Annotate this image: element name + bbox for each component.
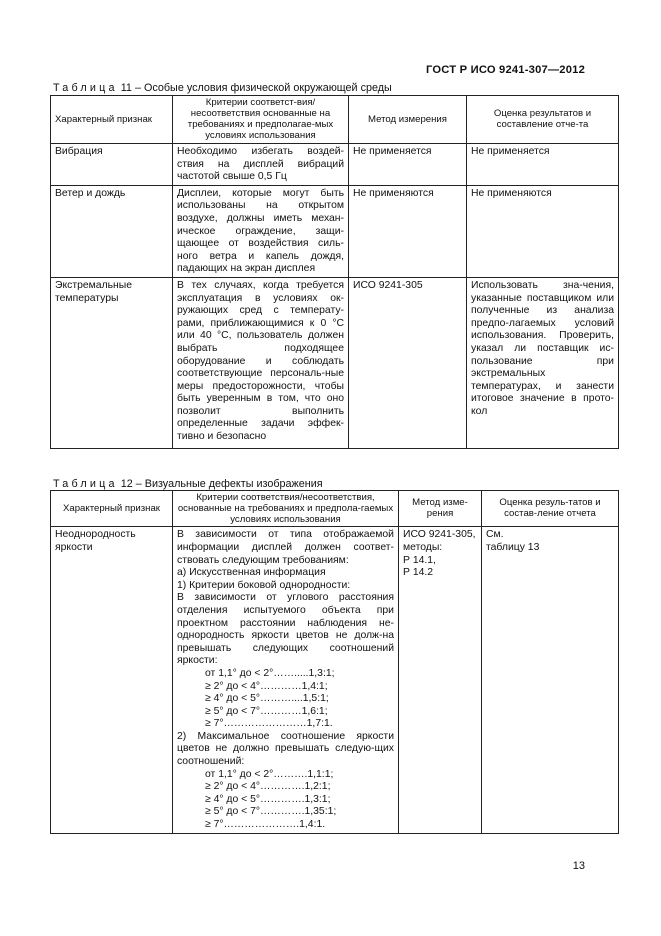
assessment-line: См.: [486, 529, 504, 541]
ratio-line: ≥ 4° до < 5°………....1,5:1;: [205, 693, 329, 705]
ratio-line: ≥ 2° до < 4°………….1,2:1;: [205, 781, 331, 793]
cell-method: ИСО 9241-305: [349, 277, 467, 448]
table-header-row: [51, 491, 619, 527]
header-feature: Характерный признак: [51, 491, 173, 527]
method-line: Р 14.2: [403, 567, 434, 579]
ratio-line: ≥ 5° до < 7°…………1,6:1;: [205, 705, 328, 717]
header-assessment: Оценка резуль-татов и состав-ление отчета: [482, 491, 619, 527]
criteria-intro: В зависимости от типа отображаемой информации дисплей должен соответ-ствовать следующим требованиям:: [177, 529, 394, 566]
cell-criteria: Необходимо избегать воздей-ствия на дисплей вибраций частотой свыше 0,5 Гц: [173, 144, 349, 186]
ratio-line: ≥ 2° до < 4°…………1,4:1;: [205, 680, 328, 692]
header-feature: Характерный признак: [51, 96, 173, 144]
ratio-line: ≥ 4° до < 5°………….1,3:1;: [205, 793, 331, 805]
header-criteria: Критерии соответствия/несоответствия, основанные на требованиях и предпола-гаемых условиях использования: [173, 491, 399, 527]
table-row: [51, 277, 619, 448]
header-method: Метод изме-рения: [399, 491, 482, 527]
header-criteria: Критерии соответст-вия/несоответствия основанные на требованиях и предполагае-мых условиях использования: [173, 96, 349, 144]
cell-feature: Вибрация: [51, 144, 173, 186]
method-line: методы:: [403, 541, 443, 553]
criteria-item-1-text: В зависимости от углового расстояния отделения испытуемого объекта при проектном расстоянии наблюдения не-однородность яркости цветов не долж-на превышать следующих соотношений яркости:: [177, 592, 394, 667]
table-11-caption-word: Таблица: [53, 82, 118, 94]
method-line: Р 14.1,: [403, 554, 436, 566]
cell-feature: Ветер и дождь: [51, 185, 173, 277]
criteria-item-2-text: 2) Максимальное соотношение яркости цветов не должно превышать следую-щих соотношений:: [177, 730, 394, 768]
cell-assessment: Не применяются: [467, 185, 619, 277]
cell-assessment: Использовать зна-чения, указанные поставщиком или полученные из анализа предпо-лагаемых условий использования. Проверить, указал ли поставщик ис-пользование при экстремальных температурах, и занести итоговое значение в прото-кол: [467, 277, 619, 448]
table-12-caption: [53, 478, 323, 491]
cell-criteria: Дисплеи, которые могут быть использованы на открытом воздухе, должны иметь механ-ическое ограждение, защи-щающее от воздействия силь-ного ветра и капель дождя, падающих на экран дисплея: [173, 185, 349, 277]
ratio-line: ≥ 5° до < 7°………….1,35:1;: [205, 806, 337, 818]
table-row: [51, 527, 619, 833]
ratio-line: ≥ 7°………………….1,4:1.: [205, 819, 326, 831]
header-method: Метод измерения: [349, 96, 467, 144]
assessment-line: таблицу 13: [486, 541, 540, 553]
table-11: [50, 95, 619, 449]
table-12-caption-text: 12 – Визуальные дефекты изображения: [117, 478, 323, 490]
cell-assessment: [482, 527, 619, 833]
table-row: [51, 144, 619, 186]
cell-feature: Экстремальные температуры: [51, 277, 173, 448]
table-11-caption: [53, 82, 392, 95]
cell-assessment: Не применяется: [467, 144, 619, 186]
cell-method: [399, 527, 482, 833]
cell-feature: Неоднородность яркости: [51, 527, 173, 833]
cell-method: Не применяется: [349, 144, 467, 186]
table-header-row: [51, 96, 619, 144]
table-11-caption-text: 11 – Особые условия физической окружающей среды: [117, 82, 392, 94]
ratio-line: ≥ 7°……………………1,7:1.: [205, 718, 333, 730]
method-line: ИСО 9241-305,: [403, 529, 476, 541]
page-number: 13: [572, 860, 585, 872]
table-12: [50, 490, 619, 834]
table-12-caption-word: Таблица: [53, 478, 118, 490]
ratio-line: от 1,1° до < 2°…….....1,3:1;: [205, 667, 335, 679]
criteria-item-a: а) Искусственная информация: [177, 567, 326, 579]
criteria-item-1: 1) Критерии боковой однородности:: [177, 579, 351, 591]
ratio-line: от 1,1° до < 2°……….1,1:1;: [205, 768, 334, 780]
table-row: [51, 185, 619, 277]
document-header: ГОСТ Р ИСО 9241-307—2012: [425, 64, 585, 76]
cell-criteria: В тех случаях, когда требуется эксплуатация в условиях ок-ружающих сред с температу-рами, приближающимися к 0 °С или 40 °С, пользователь должен выбрать подходящее оборудование и соблюдать соответствующие персональ-ные меры предосторожности, чтобы быть уверенным в том, что оно позволит выполнить определенные задачи эффек-тивно и безопасно: [173, 277, 349, 448]
cell-method: Не применяются: [349, 185, 467, 277]
header-assessment: Оценка результатов и составление отче-та: [467, 96, 619, 144]
cell-criteria: [173, 527, 399, 833]
